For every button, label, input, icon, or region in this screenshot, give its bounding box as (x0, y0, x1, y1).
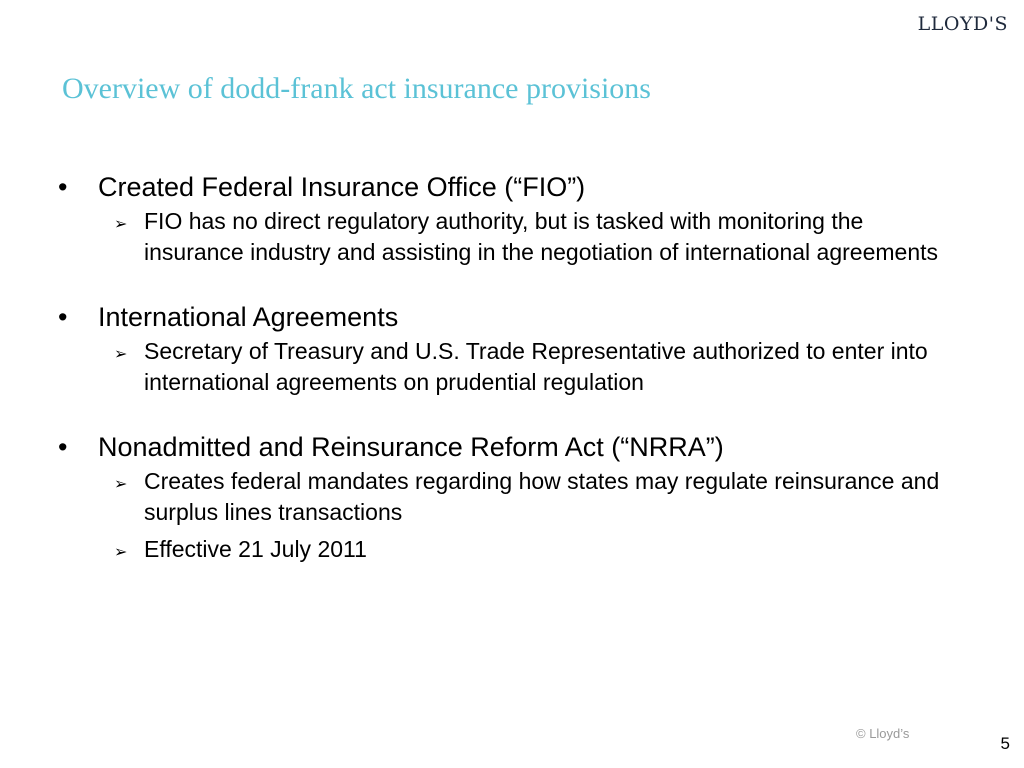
bullet-dot-icon: • (58, 432, 68, 462)
sub-bullet-item (114, 534, 978, 568)
bullet-list (58, 168, 978, 568)
sub-bullet-item (114, 206, 978, 268)
slide-title: Overview of dodd-frank act insurance provisions (62, 72, 651, 105)
bullet-text: Nonadmitted and Reinsurance Reform Act (“NRRA”) (98, 432, 724, 462)
bullet-text: International Agreements (98, 302, 399, 332)
bullet-text: Created Federal Insurance Office (“FIO”) (98, 172, 586, 202)
sub-bullet-list (58, 466, 978, 568)
sub-bullet-item (114, 336, 978, 398)
lloyds-logo: LLOYD'S (917, 13, 1008, 35)
arrow-bullet-icon: ➢ (114, 346, 128, 363)
sub-bullet-text: Effective 21 July 2011 (144, 536, 367, 562)
sub-bullet-list (58, 206, 978, 268)
sub-bullet-text: FIO has no direct regulatory authority, but is tasked with monitoring the insurance industry and assisting in the negotiation of international agreements (144, 208, 938, 265)
bullet-dot-icon: • (58, 302, 68, 332)
sub-bullet-list (58, 336, 978, 398)
arrow-bullet-icon: ➢ (114, 476, 128, 493)
bullet-dot-icon: • (58, 172, 68, 202)
sub-bullet-item (114, 466, 978, 528)
sub-bullet-text: Creates federal mandates regarding how states may regulate reinsurance and surplus lines transactions (144, 468, 940, 525)
sub-bullet-text: Secretary of Treasury and U.S. Trade Representative authorized to enter into international agreements on prudential regulation (144, 338, 928, 395)
bullet-item (58, 168, 978, 268)
copyright-notice: © Lloyd’s (856, 726, 910, 741)
bullet-item (58, 428, 978, 568)
page-number: 5 (1000, 734, 1010, 753)
arrow-bullet-icon: ➢ (114, 544, 128, 561)
arrow-bullet-icon: ➢ (114, 216, 128, 233)
bullet-item (58, 298, 978, 398)
